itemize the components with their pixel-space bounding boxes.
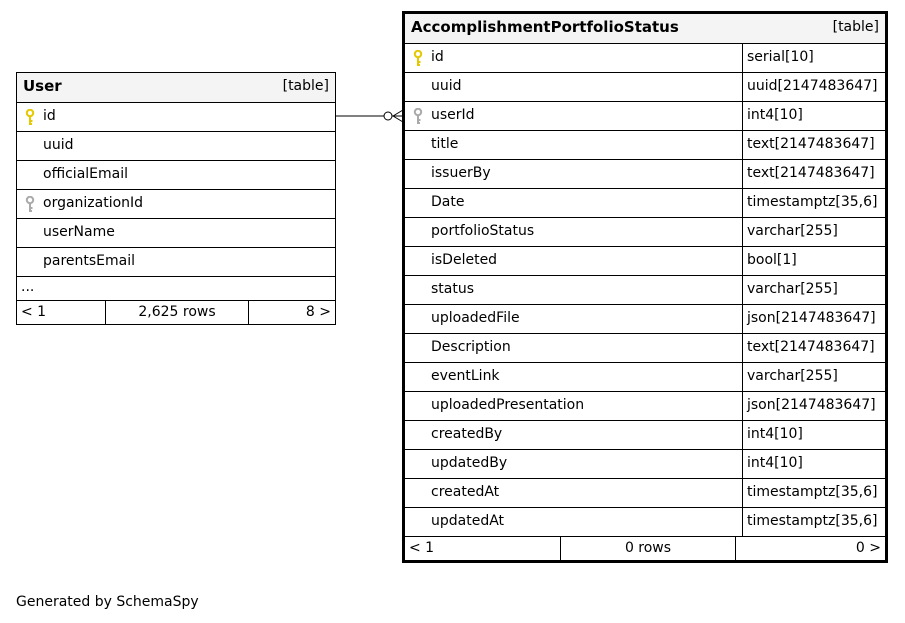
column-row-updatedAt <box>405 508 885 537</box>
column-row-uuid <box>17 132 335 161</box>
column-name-cell <box>405 334 742 362</box>
user-table-next-link[interactable]: 8 > <box>305 304 331 320</box>
column-row-userId <box>405 102 885 131</box>
accomplishment-table-header <box>405 14 885 44</box>
column-name-cell <box>17 248 335 276</box>
column-type: json[2147483647] <box>742 392 885 420</box>
column-name: parentsEmail <box>43 253 136 269</box>
column-row-isDeleted <box>405 247 885 276</box>
column-name: officialEmail <box>43 166 128 182</box>
column-row-createdBy <box>405 421 885 450</box>
column-name: title <box>431 136 459 152</box>
column-row-Description <box>405 334 885 363</box>
column-row-uploadedPresentation <box>405 392 885 421</box>
column-name: id <box>43 108 56 124</box>
column-name-cell <box>17 190 335 218</box>
column-name-cell <box>405 450 742 478</box>
column-name-cell <box>405 73 742 101</box>
column-type: uuid[2147483647] <box>742 73 885 101</box>
column-row-updatedBy <box>405 450 885 479</box>
user-table-more-columns <box>17 277 335 301</box>
user-table-header <box>17 73 335 103</box>
column-name-cell <box>405 131 742 159</box>
column-row-organizationId <box>17 190 335 219</box>
column-type: timestamptz[35,6] <box>742 479 885 507</box>
column-name-cell <box>405 247 742 275</box>
column-name-cell <box>405 218 742 246</box>
column-name-cell <box>405 392 742 420</box>
accomplishment-table-name: AccomplishmentPortfolioStatus <box>411 18 679 36</box>
accomplishment-table-columns <box>405 44 885 537</box>
column-name: uploadedPresentation <box>431 397 585 413</box>
column-type: json[2147483647] <box>742 305 885 333</box>
column-name: uploadedFile <box>431 310 520 326</box>
user-table-columns <box>17 103 335 277</box>
column-name-cell <box>17 103 335 131</box>
column-row-Date <box>405 189 885 218</box>
column-name-cell <box>405 363 742 391</box>
accomplishment-table-next-link[interactable]: 0 > <box>855 540 881 556</box>
column-name-cell <box>405 102 742 130</box>
column-name: Date <box>431 194 465 210</box>
column-name: userId <box>431 107 475 123</box>
column-type: timestamptz[35,6] <box>742 508 885 536</box>
column-type: text[2147483647] <box>742 334 885 362</box>
column-row-eventLink <box>405 363 885 392</box>
column-type: bool[1] <box>742 247 885 275</box>
column-name: isDeleted <box>431 252 498 268</box>
column-name: updatedAt <box>431 513 505 529</box>
column-name: userName <box>43 224 115 240</box>
column-name-cell <box>405 44 742 72</box>
column-name-cell <box>405 479 742 507</box>
accomplishment-table-prev-link[interactable]: < 1 <box>405 537 561 560</box>
column-type: varchar[255] <box>742 218 885 246</box>
column-name: eventLink <box>431 368 500 384</box>
column-name: uuid <box>43 137 74 153</box>
user-table-prev-link[interactable]: < 1 <box>17 301 106 324</box>
column-name-cell <box>405 305 742 333</box>
column-name-cell <box>405 160 742 188</box>
column-name-cell <box>405 421 742 449</box>
column-name: status <box>431 281 475 297</box>
column-row-uploadedFile <box>405 305 885 334</box>
column-row-id <box>405 44 885 73</box>
ellipsis-text: ... <box>21 279 35 295</box>
user-table-row-count: 2,625 rows <box>106 301 249 324</box>
column-type: timestamptz[35,6] <box>742 189 885 217</box>
accomplishment-table-row-count: 0 rows <box>561 537 736 560</box>
column-name: portfolioStatus <box>431 223 535 239</box>
column-row-parentsEmail <box>17 248 335 277</box>
column-name-cell <box>405 189 742 217</box>
accomplishment-table-kind: [table] <box>832 19 879 35</box>
column-name: updatedBy <box>431 455 508 471</box>
column-type: varchar[255] <box>742 363 885 391</box>
column-name-cell <box>405 508 742 536</box>
column-row-status <box>405 276 885 305</box>
column-type: serial[10] <box>742 44 885 72</box>
column-row-id <box>17 103 335 132</box>
column-type: varchar[255] <box>742 276 885 304</box>
column-row-officialEmail <box>17 161 335 190</box>
column-name-cell <box>405 276 742 304</box>
accomplishment-table[interactable] <box>402 11 888 563</box>
column-type: int4[10] <box>742 450 885 478</box>
column-row-userName <box>17 219 335 248</box>
column-name: createdBy <box>431 426 503 442</box>
user-table[interactable] <box>16 72 336 325</box>
column-row-createdAt <box>405 479 885 508</box>
column-type: text[2147483647] <box>742 131 885 159</box>
accomplishment-table-footer <box>405 537 885 560</box>
column-type: int4[10] <box>742 421 885 449</box>
column-row-title <box>405 131 885 160</box>
column-type: int4[10] <box>742 102 885 130</box>
column-name: id <box>431 49 444 65</box>
column-name: createdAt <box>431 484 500 500</box>
column-name: uuid <box>431 78 462 94</box>
user-table-footer <box>17 301 335 324</box>
column-row-portfolioStatus <box>405 218 885 247</box>
column-name: organizationId <box>43 195 144 211</box>
column-name-cell <box>17 161 335 189</box>
column-name: Description <box>431 339 511 355</box>
column-name: issuerBy <box>431 165 491 181</box>
generated-by-label: Generated by SchemaSpy <box>16 594 199 610</box>
column-type: text[2147483647] <box>742 160 885 188</box>
column-name-cell <box>17 219 335 247</box>
column-row-issuerBy <box>405 160 885 189</box>
user-table-kind: [table] <box>282 78 329 94</box>
user-table-name: User <box>23 77 62 95</box>
column-name-cell <box>17 132 335 160</box>
column-row-uuid <box>405 73 885 102</box>
